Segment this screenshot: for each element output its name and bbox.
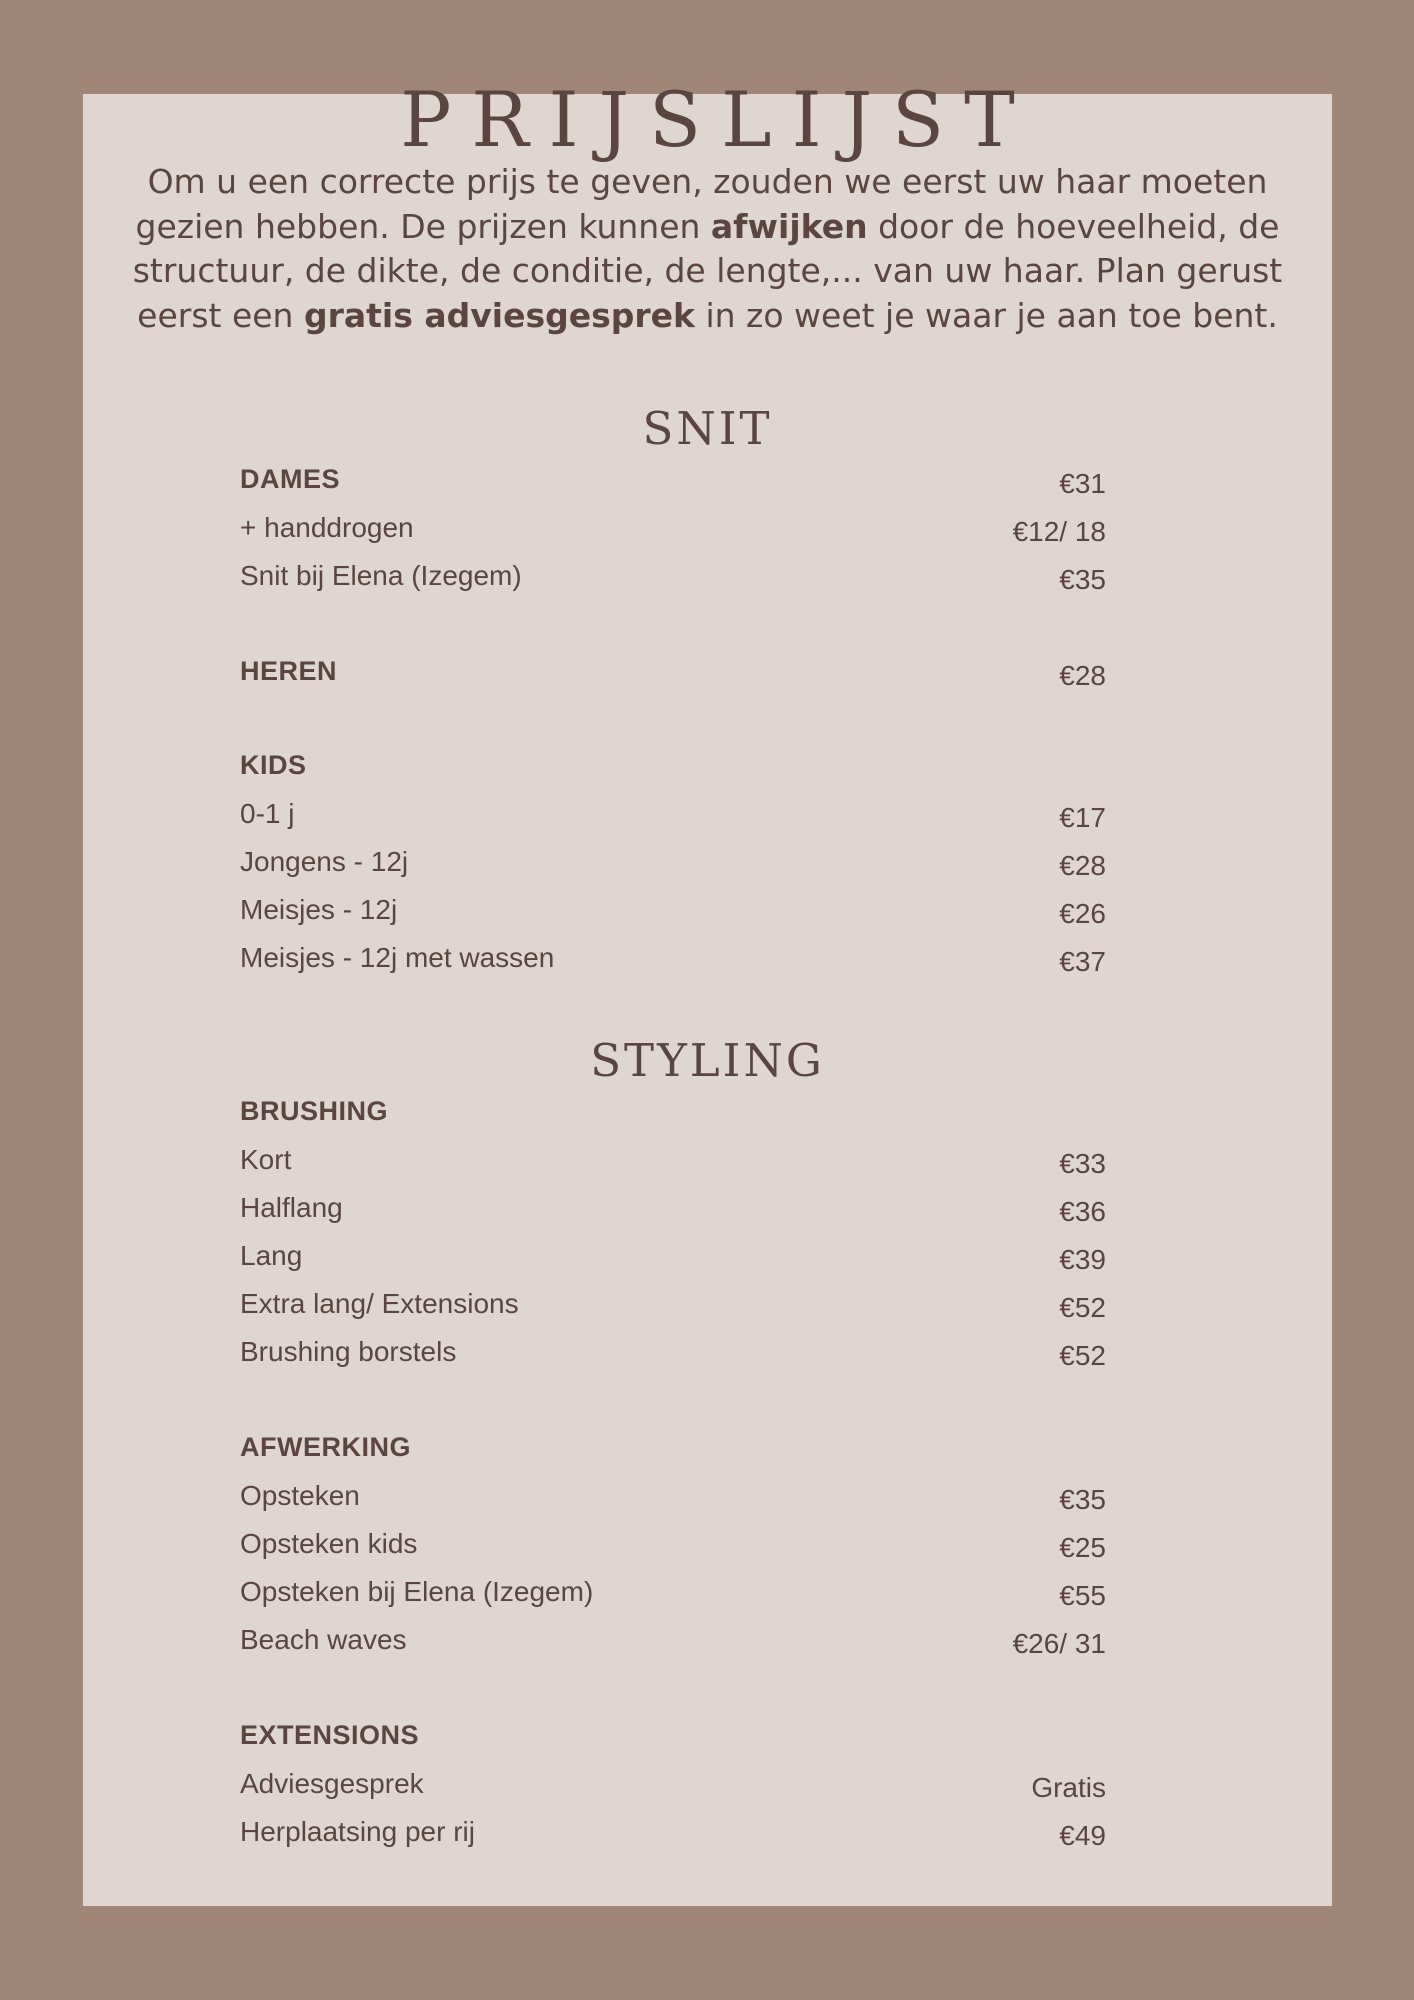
row-price: €35 [1059, 564, 1106, 595]
row-price: €33 [1059, 1148, 1106, 1179]
price-heading-brushing [240, 1096, 1106, 1140]
price-list-card [83, 75, 1332, 1906]
price-row-brushing-extra-lang [240, 1288, 1106, 1332]
price-row-herplaatsing [240, 1816, 1106, 1860]
row-price: €26/ 31 [1012, 1628, 1106, 1659]
section-title-snit: SNIT [642, 402, 773, 455]
row-label: Opsteken [240, 1480, 360, 1511]
price-row-opsteken-elena [240, 1576, 1106, 1620]
price-row-dames [240, 464, 1106, 508]
price-row-adviesgesprek [240, 1768, 1106, 1812]
row-label: Opsteken bij Elena (Izegem) [240, 1576, 594, 1607]
intro-part-2: door de hoeveelheid, de structuur, de dikte, de conditie, de lengte,... van uw haar. Plan gerust eerst een [132, 206, 1283, 335]
row-label: BRUSHING [240, 1096, 389, 1126]
intro-text [119, 160, 1296, 338]
row-label: 0-1 j [240, 798, 295, 829]
price-row-beach-waves [240, 1624, 1106, 1668]
price-row-kids-0-1 [240, 798, 1106, 842]
row-label: AFWERKING [240, 1432, 411, 1462]
price-row-snit-elena [240, 560, 1106, 604]
row-price: €28 [1059, 850, 1106, 881]
intro-part-1: Om u een correcte prijs te geven, zouden we eerst uw haar moeten gezien hebben. De prijzen kunnen [135, 162, 1268, 246]
row-price: €31 [1059, 468, 1106, 499]
price-row-brushing-halflang [240, 1192, 1106, 1236]
row-label: Lang [240, 1240, 303, 1271]
row-label: EXTENSIONS [240, 1720, 420, 1750]
price-row-heren [240, 656, 1106, 700]
row-label: Brushing borstels [240, 1336, 457, 1367]
row-label: Kort [240, 1144, 292, 1175]
row-label: Opsteken kids [240, 1528, 418, 1559]
row-label: Snit bij Elena (Izegem) [240, 560, 522, 591]
row-price: €49 [1059, 1820, 1106, 1851]
row-label: HEREN [240, 656, 338, 686]
price-heading-extensions [240, 1720, 1106, 1764]
row-price: €39 [1059, 1244, 1106, 1275]
row-price: €37 [1059, 946, 1106, 977]
price-row-opsteken-kids [240, 1528, 1106, 1572]
row-label: Jongens - 12j [240, 846, 409, 877]
section-title-styling: STYLING [590, 1034, 825, 1087]
price-row-kids-jongens [240, 846, 1106, 890]
intro-bold-adviesgesprek: gratis adviesgesprek [303, 295, 695, 335]
price-row-kids-meisjes-wassen [240, 942, 1106, 986]
row-label: DAMES [240, 464, 341, 494]
price-row-brushing-borstels [240, 1336, 1106, 1380]
row-label: Beach waves [240, 1624, 407, 1655]
price-heading-kids [240, 750, 1106, 794]
price-row-opsteken [240, 1480, 1106, 1524]
row-label: Herplaatsing per rij [240, 1816, 475, 1847]
price-row-brushing-lang [240, 1240, 1106, 1284]
row-price: €36 [1059, 1196, 1106, 1227]
intro-bold-afwijken: afwijken [710, 206, 868, 246]
row-label: Adviesgesprek [240, 1768, 424, 1799]
page-title: PRIJSLIJST [400, 75, 1035, 164]
row-price: €35 [1059, 1484, 1106, 1515]
price-row-handdrogen [240, 512, 1106, 556]
price-row-kids-meisjes [240, 894, 1106, 938]
row-price: €52 [1059, 1292, 1106, 1323]
row-label: Halflang [240, 1192, 343, 1223]
row-label: KIDS [240, 750, 307, 780]
price-heading-afwerking [240, 1432, 1106, 1476]
row-label: + handdrogen [240, 512, 414, 543]
row-price: €52 [1059, 1340, 1106, 1371]
row-price: €55 [1059, 1580, 1106, 1611]
row-label: Meisjes - 12j [240, 894, 398, 925]
row-price: €25 [1059, 1532, 1106, 1563]
row-price: €12/ 18 [1012, 516, 1106, 547]
row-price: €28 [1059, 660, 1106, 691]
price-row-brushing-kort [240, 1144, 1106, 1188]
row-label: Extra lang/ Extensions [240, 1288, 519, 1319]
row-price: €17 [1059, 802, 1106, 833]
row-label: Meisjes - 12j met wassen [240, 942, 555, 973]
intro-part-3: in zo weet je waar je aan toe bent. [694, 295, 1278, 335]
row-price: €26 [1059, 898, 1106, 929]
row-price: Gratis [1031, 1772, 1106, 1803]
